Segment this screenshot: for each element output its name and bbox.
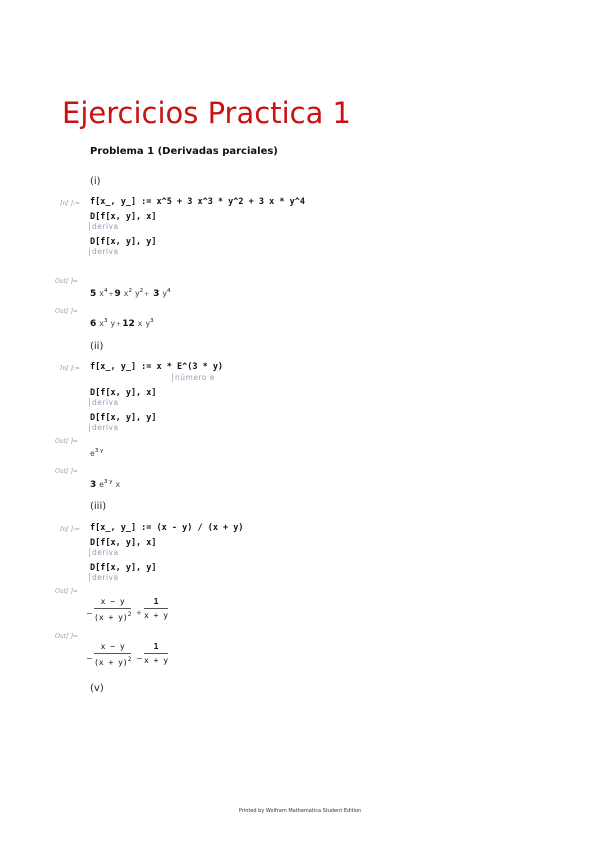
autocomplete-hint[interactable]: deriva [89, 247, 119, 256]
output-expression: 5 $x^4+9$ $x^2$ $y^2+ 3$ $y^4$ [90, 288, 171, 299]
autocomplete-hint[interactable]: deriva [89, 423, 119, 432]
output-label: Out[ ]= [55, 438, 78, 445]
minus-sign: − [136, 654, 143, 663]
input-label: In[ ]:= [60, 365, 80, 372]
autocomplete-hint[interactable]: deriva [89, 573, 119, 582]
autocomplete-hint[interactable]: deriva [89, 222, 119, 231]
fraction: 1 x + y [144, 642, 169, 665]
subsection-label-iii: (iii) [90, 501, 107, 512]
output-expression: 3 $e^{3 y}$ x [90, 479, 121, 490]
section-heading: Problema 1 (Derivadas parciales) [90, 146, 278, 157]
input-line[interactable]: D[f[x, y], x] [90, 212, 157, 222]
input-line[interactable]: D[f[x, y], y] [90, 237, 157, 247]
input-line[interactable]: f[x_, y_] := x * E^(3 * y) [90, 362, 224, 372]
fraction: x − y $(x + y)^2$ [94, 642, 132, 667]
autocomplete-hint[interactable]: deriva [89, 548, 119, 557]
input-line[interactable]: D[f[x, y], x] [90, 388, 157, 398]
input-label: In[ ]:= [60, 200, 80, 207]
output-label: Out[ ]= [55, 633, 78, 640]
minus-sign: − [86, 609, 93, 618]
subsection-label-ii: (ii) [90, 341, 104, 352]
page-title: Ejercicios Practica 1 [62, 96, 352, 130]
autocomplete-hint[interactable]: deriva [89, 398, 119, 407]
fraction: x − y $(x + y)^2$ [94, 597, 132, 622]
output-label: Out[ ]= [55, 278, 78, 285]
output-expression [86, 642, 176, 674]
output-label: Out[ ]= [55, 308, 78, 315]
output-expression [86, 597, 176, 629]
minus-sign: − [86, 654, 93, 663]
fraction: 1 x + y [144, 597, 169, 620]
output-expression: $e^{3 y}$ [90, 448, 104, 458]
input-line[interactable]: f[x_, y_] := x^5 + 3 x^3 * y^2 + 3 x * y^4 [90, 197, 305, 207]
print-footer: Printed by Wolfram Mathematica Student Edition [238, 808, 362, 814]
autocomplete-hint[interactable]: número e [172, 373, 215, 382]
output-expression: 6 $x^3$ y+12 x $y^3$ [90, 318, 154, 329]
input-line[interactable]: D[f[x, y], y] [90, 413, 157, 423]
subsection-label-i: (i) [90, 176, 101, 187]
output-label: Out[ ]= [55, 588, 78, 595]
input-line[interactable]: D[f[x, y], y] [90, 563, 157, 573]
input-label: In[ ]:= [60, 526, 80, 533]
plus-sign: + [136, 609, 142, 617]
output-label: Out[ ]= [55, 468, 78, 475]
input-line[interactable]: f[x_, y_] := (x - y) / (x + y) [90, 523, 244, 533]
input-line[interactable]: D[f[x, y], x] [90, 538, 157, 548]
subsection-label-v: (v) [90, 683, 104, 694]
